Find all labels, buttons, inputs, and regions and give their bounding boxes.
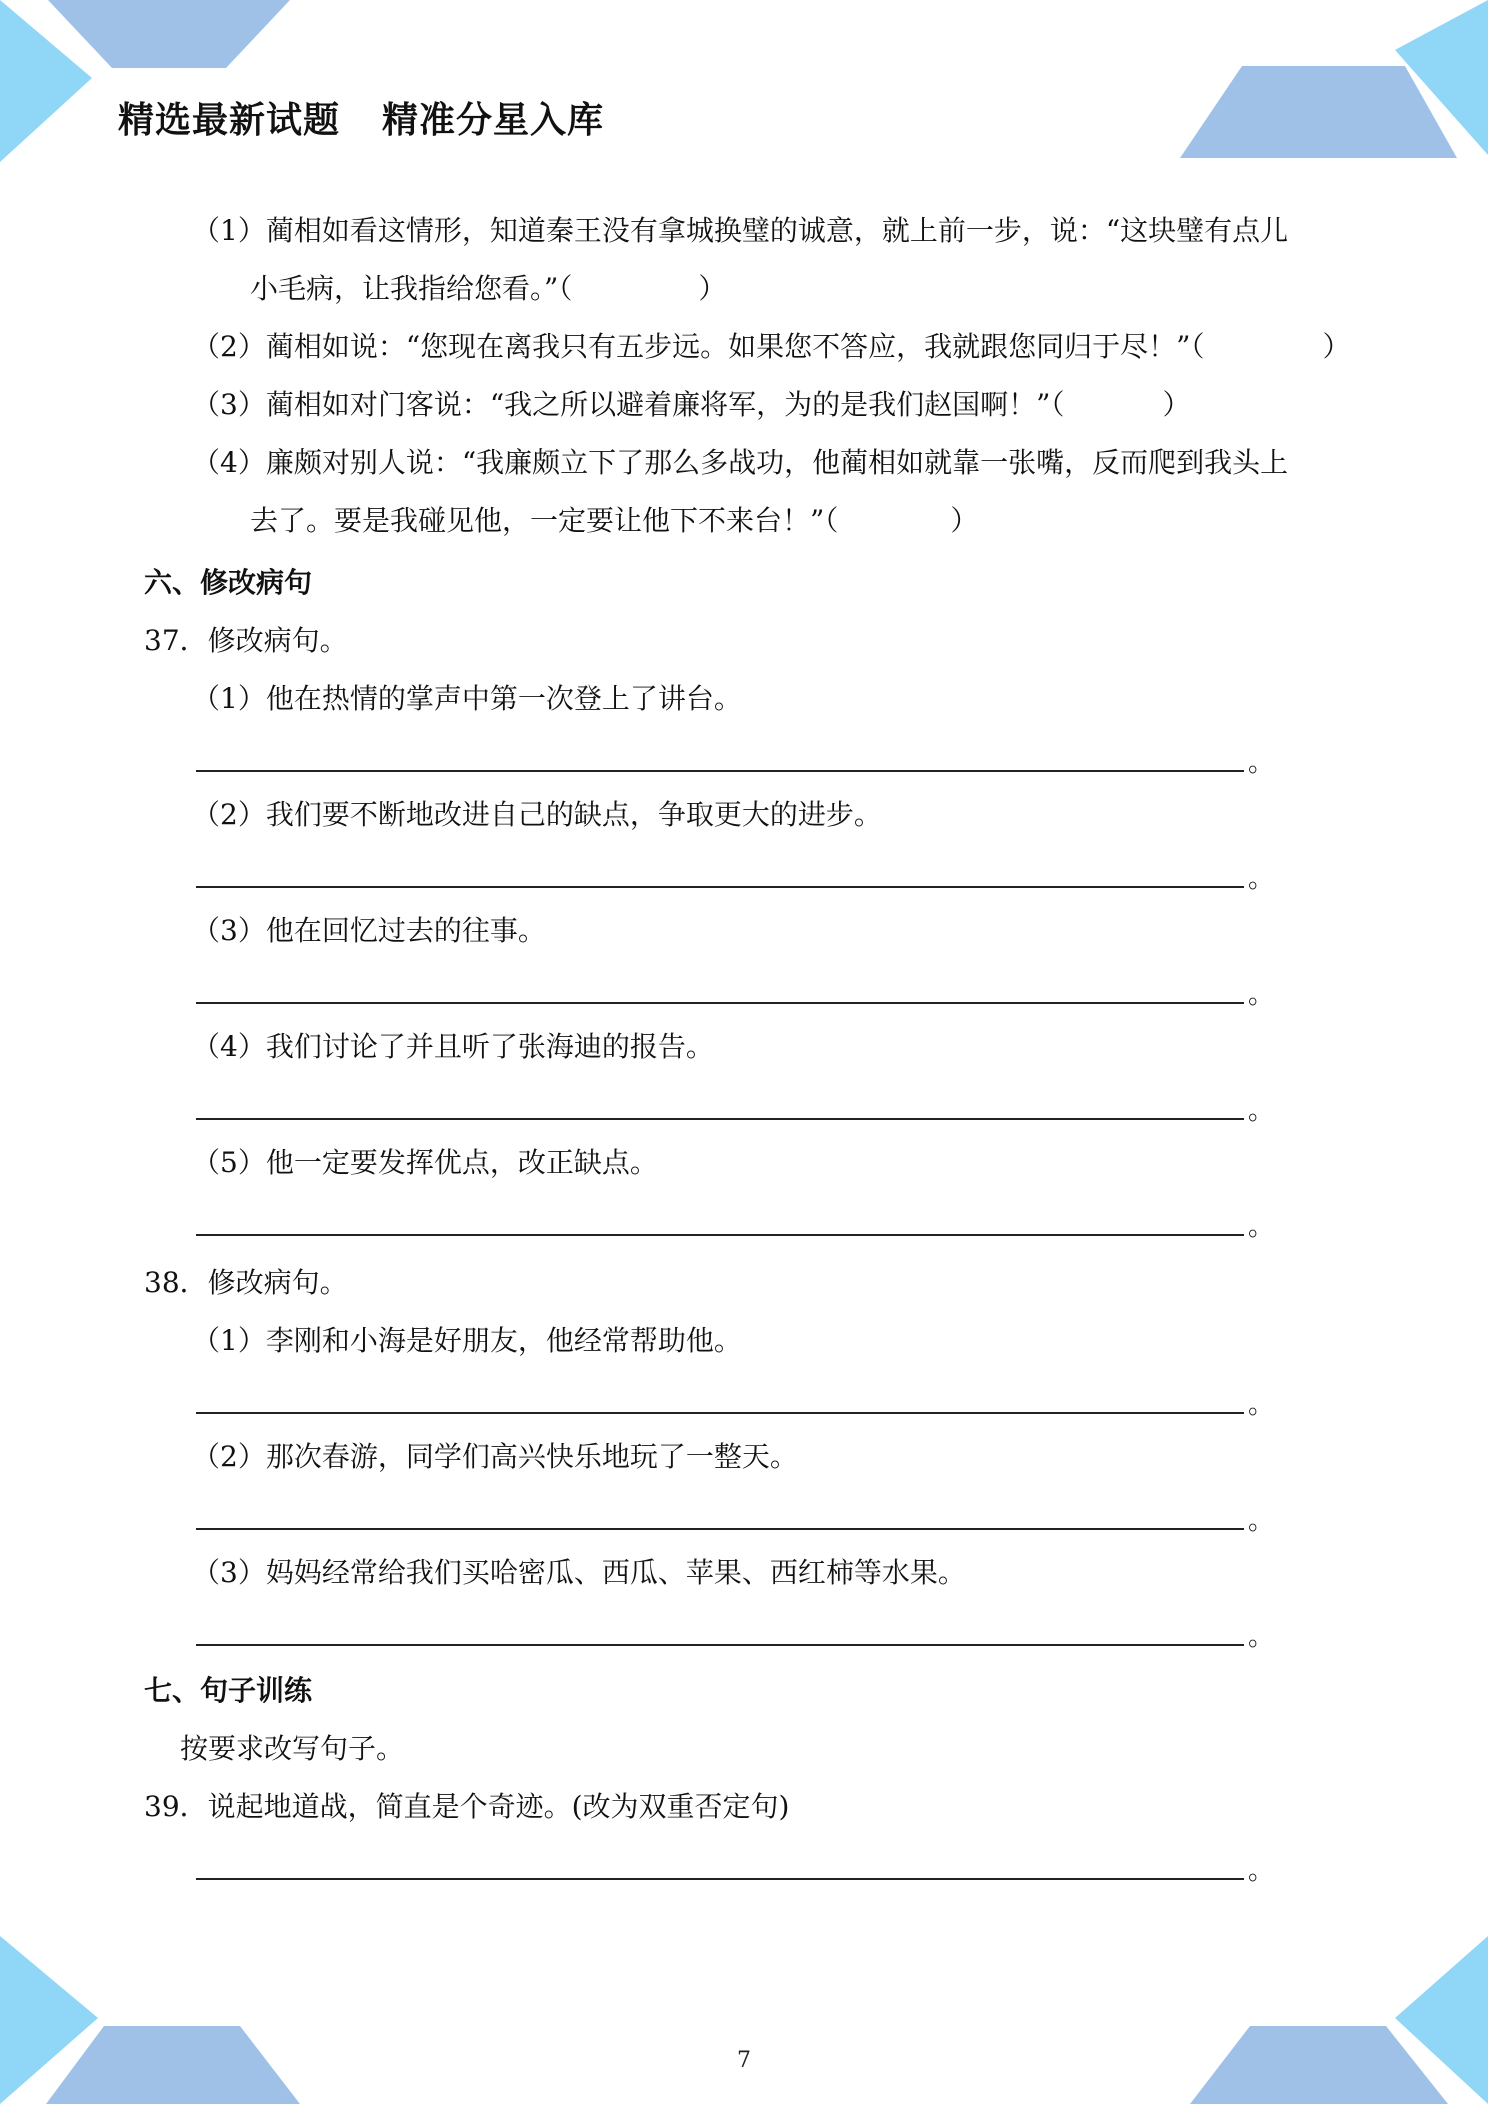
page-number: 7	[737, 2048, 751, 2073]
q36-item-1-line2: 小毛病，让我指给您看。”（ ）	[250, 272, 727, 305]
section-7-instruction: 按要求改写句子。	[180, 1732, 405, 1765]
section-6-title: 六、修改病句	[144, 566, 313, 599]
answer-line[interactable]	[196, 1528, 1244, 1530]
answer-line[interactable]	[196, 1234, 1244, 1236]
answer-period: 。	[1248, 864, 1275, 894]
answer-period: 。	[1248, 748, 1275, 778]
answer-line[interactable]	[196, 770, 1244, 772]
q37-item-4: （4）我们讨论了并且听了张海迪的报告。	[192, 1030, 714, 1063]
answer-period: 。	[1248, 1856, 1275, 1886]
answer-line[interactable]	[196, 1412, 1244, 1414]
top-right-trapezoid	[1180, 66, 1457, 158]
q36-item-4-line1: （4）廉颇对别人说：“我廉颇立下了那么多战功，他蔺相如就靠一张嘴，反而爬到我头上	[192, 446, 1289, 479]
answer-period: 。	[1248, 1622, 1275, 1652]
answer-line[interactable]	[196, 1644, 1244, 1646]
top-left-trapezoid	[48, 0, 290, 68]
q37-item-5: （5）他一定要发挥优点，改正缺点。	[192, 1146, 658, 1179]
q38-item-1: （1）李刚和小海是好朋友，他经常帮助他。	[192, 1324, 742, 1357]
q36-item-3: （3）蔺相如对门客说：“我之所以避着廉将军，为的是我们赵国啊！”（ ）	[192, 388, 1191, 421]
answer-period: 。	[1248, 980, 1275, 1010]
answer-line[interactable]	[196, 1118, 1244, 1120]
q37-item-3: （3）他在回忆过去的往事。	[192, 914, 546, 947]
answer-period: 。	[1248, 1096, 1275, 1126]
q38-item-2: （2）那次春游，同学们高兴快乐地玩了一整天。	[192, 1440, 798, 1473]
q38-item-3: （3）妈妈经常给我们买哈密瓜、西瓜、苹果、西红柿等水果。	[192, 1556, 966, 1589]
header-title	[118, 92, 604, 143]
header-title-left: 精选最新试题	[118, 100, 341, 141]
q37-stem: 37．修改病句。	[144, 624, 348, 657]
q38-stem: 38．修改病句。	[144, 1266, 348, 1299]
q36-item-4-line2: 去了。要是我碰见他，一定要让他下不来台！”（ ）	[250, 504, 979, 537]
q36-item-1-line1: （1）蔺相如看这情形，知道秦王没有拿城换璧的诚意，就上前一步，说：“这块璧有点儿	[192, 214, 1289, 247]
answer-line[interactable]	[196, 886, 1244, 888]
q39-stem: 39．说起地道战，简直是个奇迹。(改为双重否定句)	[144, 1790, 790, 1823]
answer-line[interactable]	[196, 1878, 1244, 1880]
header-title-right: 精准分星入库	[382, 100, 605, 141]
answer-line[interactable]	[196, 1002, 1244, 1004]
answer-period: 。	[1248, 1506, 1275, 1536]
section-7-title: 七、句子训练	[144, 1674, 313, 1707]
q36-item-2: （2）蔺相如说：“您现在离我只有五步远。如果您不答应，我就跟您同归于尽！”（ ）	[192, 330, 1351, 363]
q37-item-1: （1）他在热情的掌声中第一次登上了讲台。	[192, 682, 742, 715]
answer-period: 。	[1248, 1212, 1275, 1242]
answer-period: 。	[1248, 1390, 1275, 1420]
q37-item-2: （2）我们要不断地改进自己的缺点，争取更大的进步。	[192, 798, 882, 831]
